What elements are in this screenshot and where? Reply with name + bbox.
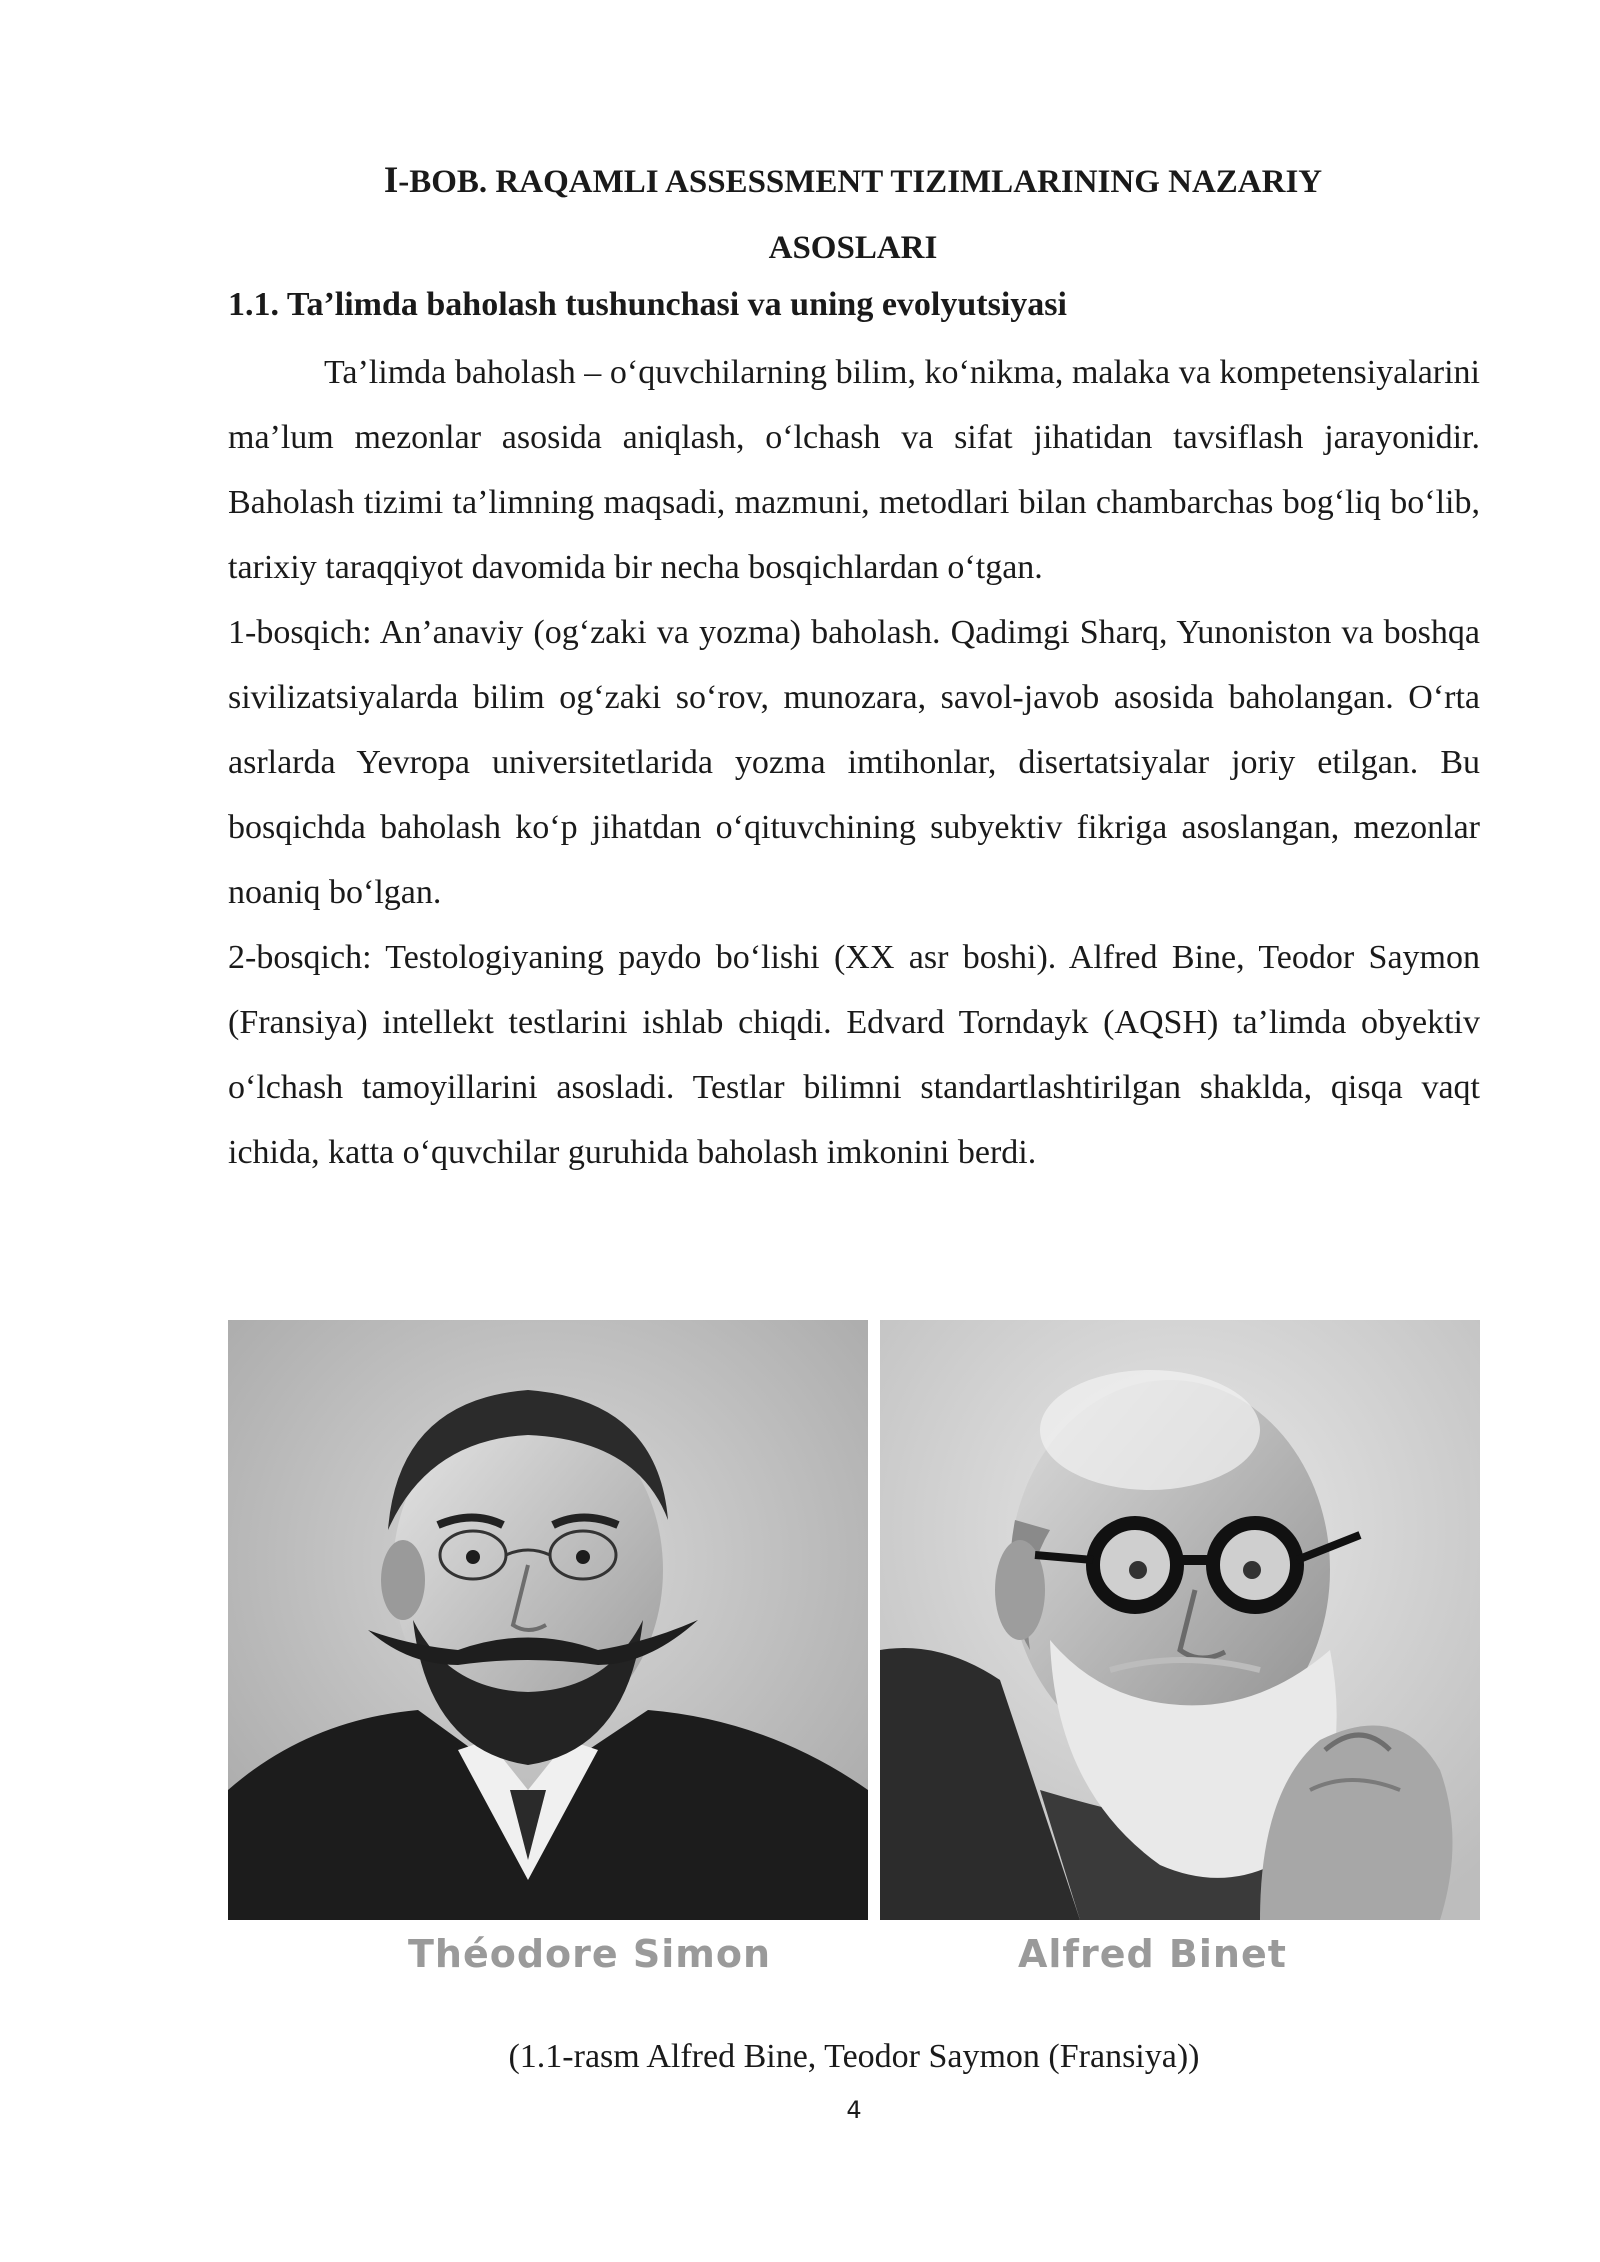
caption-simon: Théodore Simon	[408, 1932, 772, 1976]
body-text	[228, 340, 1480, 1185]
chapter-title	[228, 148, 1478, 281]
caption-binet: Alfred Binet	[1018, 1932, 1287, 1976]
figure-caption: (1.1-rasm Alfred Bine, Teodor Saymon (Fransiya))	[508, 2038, 1200, 2075]
portrait-figure	[228, 1320, 1480, 2020]
portrait-simon	[228, 1320, 868, 1920]
paragraph-intro: Ta’limda baholash – o‘quvchilarning bilim, ko‘nikma, malaka va kompetensiyalarini ma’lum mezonlar asosida aniqlash, o‘lchash va sifat jihatidan tavsiflash jarayonidir. Baholash tizimi ta’limning maqsadi, mazmuni, metodlari bilan chambarchas bog‘liq bo‘lib, tarixiy taraqqiyot davomida bir necha bosqichlardan o‘tgan.	[228, 354, 1480, 586]
paragraph-stage-2: 2-bosqich: Testologiyaning paydo bo‘lishi (XX asr boshi). Alfred Bine, Teodor Saymon (Fransiya) intellekt testlarini ishlab chiqdi. Edvard Torndayk (AQSH) ta’limda obyektiv o‘lchash tamoyillarini asosladi. Testlar bilimni standartlashtirilgan shaklda, qisqa vaqt ichida, katta o‘quvchilar guruhida baholash imkonini berdi.	[228, 939, 1480, 1171]
portrait-binet	[880, 1320, 1480, 1920]
chapter-title-line1: -BOB. RAQAMLI ASSESSMENT TIZIMLARINING NAZARIY	[398, 164, 1323, 200]
section-title: 1.1. Ta’limda baholash tushunchasi va uning evolyutsiyasi	[228, 286, 1067, 323]
paragraph-stage-1: 1-bosqich: An’anaviy (og‘zaki va yozma) baholash. Qadimgi Sharq, Yunoniston va boshqa sivilizatsiyalarda bilim og‘zaki so‘rov, munozara, savol-javob asosida baholangan. O‘rta asrlarda Yevropa universitetlarida yozma imtihonlar, disertatsiyalar joriy etilgan. Bu bosqichda baholash ko‘p jihatdan o‘qituvchining subyektiv fikriga asoslangan, mezonlar noaniq bo‘lgan.	[228, 614, 1480, 911]
chapter-prefix: I	[383, 160, 399, 201]
chapter-title-line2: ASOSLARI	[768, 230, 938, 266]
page-number: 4	[846, 2096, 862, 2124]
